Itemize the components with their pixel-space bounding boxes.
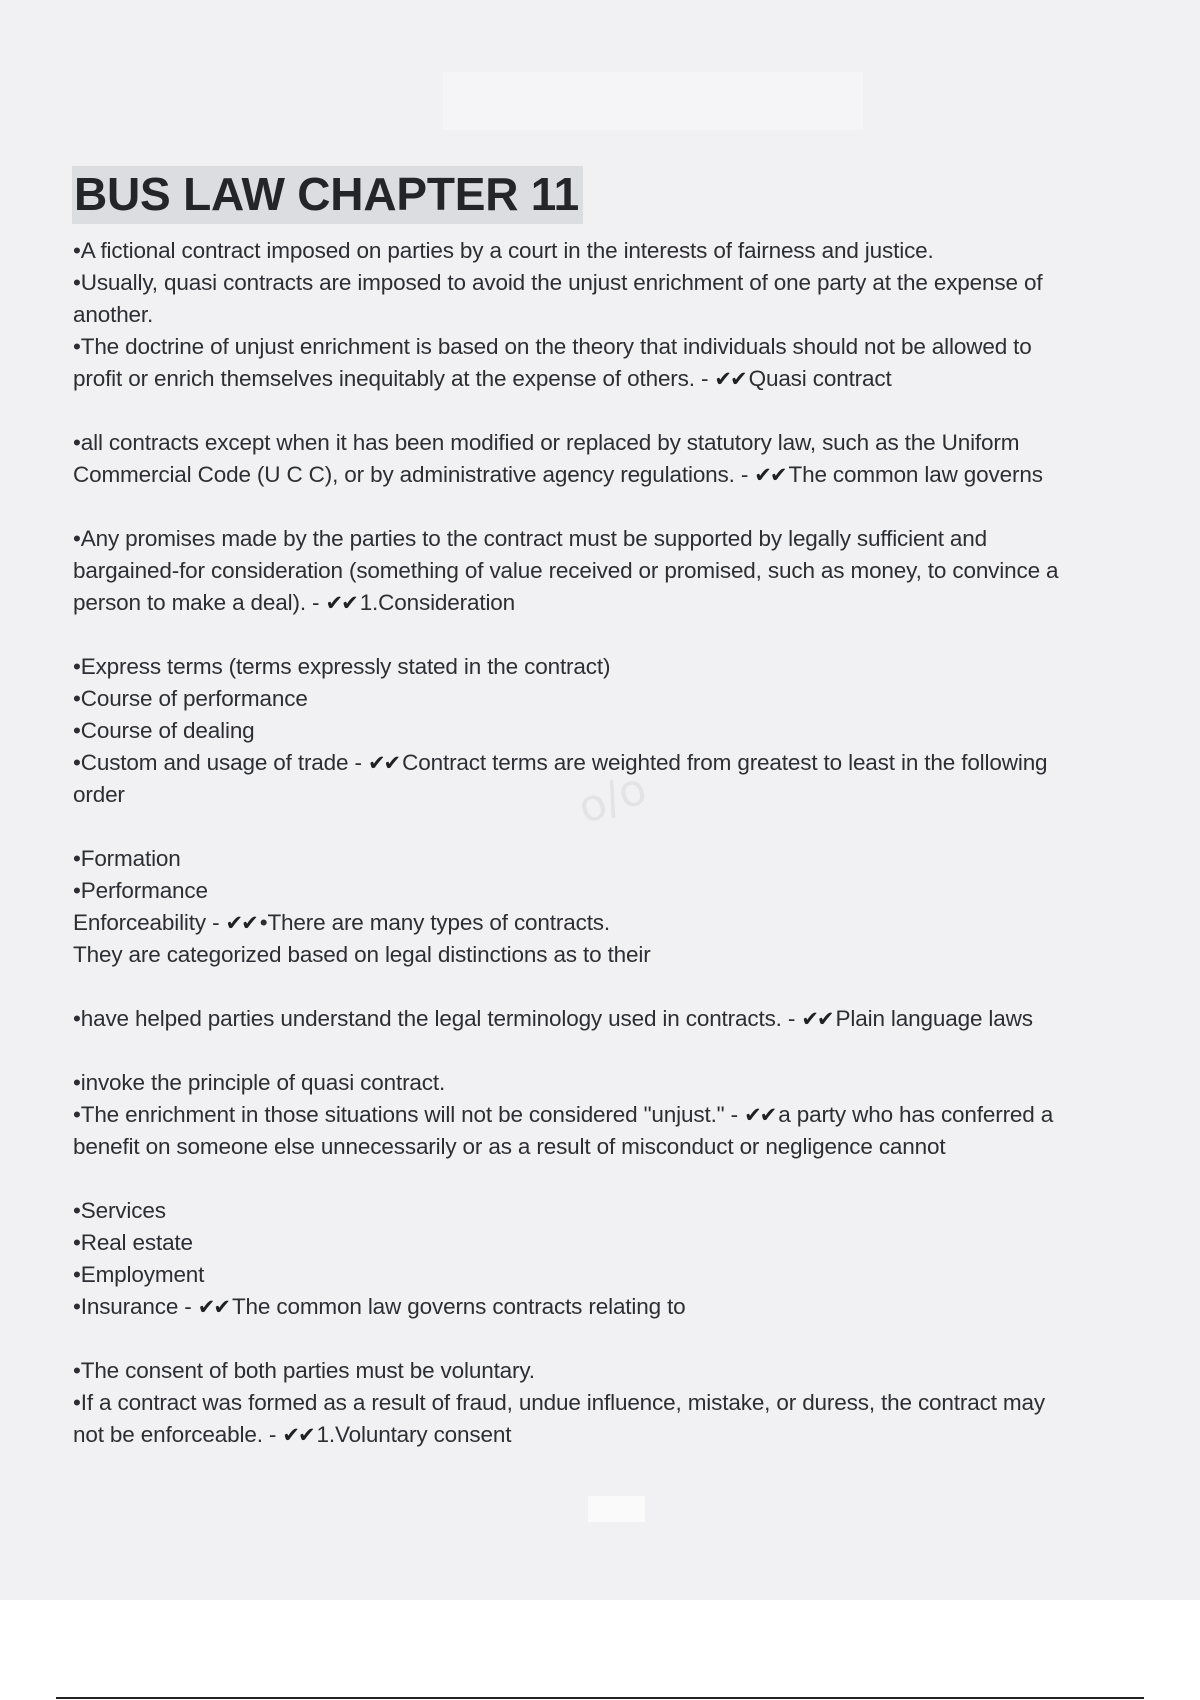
flashcard-line (73, 1003, 1163, 1035)
flashcard-list (73, 235, 1163, 1483)
answer-text: a party who has conferred a (778, 1102, 1054, 1127)
term-text: not be enforceable. - (73, 1422, 283, 1447)
term-text: •invoke the principle of quasi contract. (73, 1070, 446, 1095)
flashcard (73, 651, 1163, 811)
flashcard-line (73, 427, 1163, 459)
answer-text: Plain language laws (835, 1006, 1033, 1031)
answer-continued: benefit on someone else unnecessarily or as a result of misconduct or negligence cannot (73, 1134, 946, 1159)
flashcard-line (73, 299, 1163, 331)
double-check-icon: ✔✔ (367, 751, 400, 775)
term-text: •Course of performance (73, 686, 308, 711)
term-text: •Any promises made by the parties to the contract must be supported by legally sufficient and (73, 526, 988, 551)
term-text: another. (73, 302, 154, 327)
flashcard (73, 523, 1163, 619)
flashcard (73, 1067, 1163, 1163)
flashcard (73, 1355, 1163, 1451)
flashcard-line (73, 875, 1163, 907)
term-text: •Usually, quasi contracts are imposed to avoid the unjust enrichment of one party at the expense of (73, 270, 1043, 295)
flashcard-line (73, 1259, 1163, 1291)
watermark-icon: o/o (571, 762, 654, 835)
term-text: •Employment (73, 1262, 205, 1287)
term-text: •Services (73, 1198, 166, 1223)
flashcard-line (73, 651, 1163, 683)
flashcard-line (73, 1227, 1163, 1259)
term-text: Commercial Code (U C C), or by administrative agency regulations. - (73, 462, 755, 487)
term-text: •Formation (73, 846, 181, 871)
flashcard-line (73, 363, 1163, 395)
term-text: •all contracts except when it has been modified or replaced by statutory law, such as the Uniform (73, 430, 1020, 455)
double-check-icon: ✔✔ (801, 1007, 833, 1031)
flashcard-line (73, 1067, 1163, 1099)
double-check-icon: ✔✔ (282, 1423, 314, 1447)
term-text: •A fictional contract imposed on parties by a court in the interests of fairness and justice. (73, 238, 934, 263)
flashcard-line (73, 459, 1163, 491)
flashcard-line (73, 1355, 1163, 1387)
answer-text: Quasi contract (748, 366, 892, 391)
flashcard-line (73, 267, 1163, 299)
term-text: •Performance (73, 878, 208, 903)
flashcard-line (73, 1387, 1163, 1419)
flashcard-line (73, 555, 1163, 587)
flashcard (73, 1003, 1163, 1035)
term-text: Enforceability - (73, 910, 226, 935)
flashcard-line (73, 1099, 1163, 1131)
term-text: •Course of dealing (73, 718, 255, 743)
header-blank-strip (443, 72, 863, 130)
answer-text: 1.Voluntary consent (316, 1422, 512, 1447)
double-check-icon: ✔✔ (754, 463, 786, 487)
flashcard (73, 1195, 1163, 1323)
flashcard (73, 235, 1163, 395)
page-number-box (588, 1496, 645, 1522)
term-text: •If a contract was formed as a result of fraud, undue influence, mistake, or duress, the contract may (73, 1390, 1045, 1415)
answer-text: Contract terms are weighted from greatest to least in the following (402, 750, 1048, 775)
term-text: •Insurance - (73, 1294, 198, 1319)
footer-divider (56, 1697, 1144, 1699)
term-text: profit or enrich themselves inequitably at the expense of others. - (73, 366, 715, 391)
term-text: bargained-for consideration (something of value received or promised, such as money, to convince a (73, 558, 1059, 583)
double-check-icon: ✔✔ (225, 911, 257, 935)
flashcard-line (73, 747, 1163, 779)
flashcard-line (73, 683, 1163, 715)
double-check-icon: ✔✔ (325, 591, 357, 615)
double-check-icon: ✔✔ (744, 1103, 776, 1127)
term-text: person to make a deal). - (73, 590, 326, 615)
flashcard-line (73, 907, 1163, 939)
flashcard-line (73, 843, 1163, 875)
double-check-icon: ✔✔ (197, 1295, 229, 1319)
term-text: •The doctrine of unjust enrichment is based on the theory that individuals should not be allowed to (73, 334, 1032, 359)
answer-text: 1.Consideration (359, 590, 516, 615)
answer-continued: They are categorized based on legal distinctions as to their (73, 942, 651, 967)
term-text: •Custom and usage of trade - (73, 750, 368, 775)
flashcard-line (73, 1419, 1163, 1451)
flashcard-line (73, 331, 1163, 363)
term-text: •Express terms (terms expressly stated in the contract) (73, 654, 611, 679)
answer-continued: order (73, 782, 125, 807)
document-title: BUS LAW CHAPTER 11 (72, 166, 583, 224)
answer-text: The common law governs contracts relating to (231, 1294, 686, 1319)
flashcard (73, 843, 1163, 971)
term-text: •The enrichment in those situations will not be considered "unjust." - (73, 1102, 745, 1127)
flashcard-line (73, 1195, 1163, 1227)
flashcard (73, 427, 1163, 491)
term-text: •The consent of both parties must be voluntary. (73, 1358, 535, 1383)
answer-text: •There are many types of contracts. (259, 910, 610, 935)
flashcard-line (73, 715, 1163, 747)
flashcard-line (73, 523, 1163, 555)
flashcard-line (73, 1291, 1163, 1323)
term-text: •have helped parties understand the legal terminology used in contracts. - (73, 1006, 802, 1031)
double-check-icon: ✔✔ (714, 367, 746, 391)
term-text: •Real estate (73, 1230, 193, 1255)
flashcard-line (73, 235, 1163, 267)
answer-text: The common law governs (788, 462, 1043, 487)
flashcard-line (73, 587, 1163, 619)
